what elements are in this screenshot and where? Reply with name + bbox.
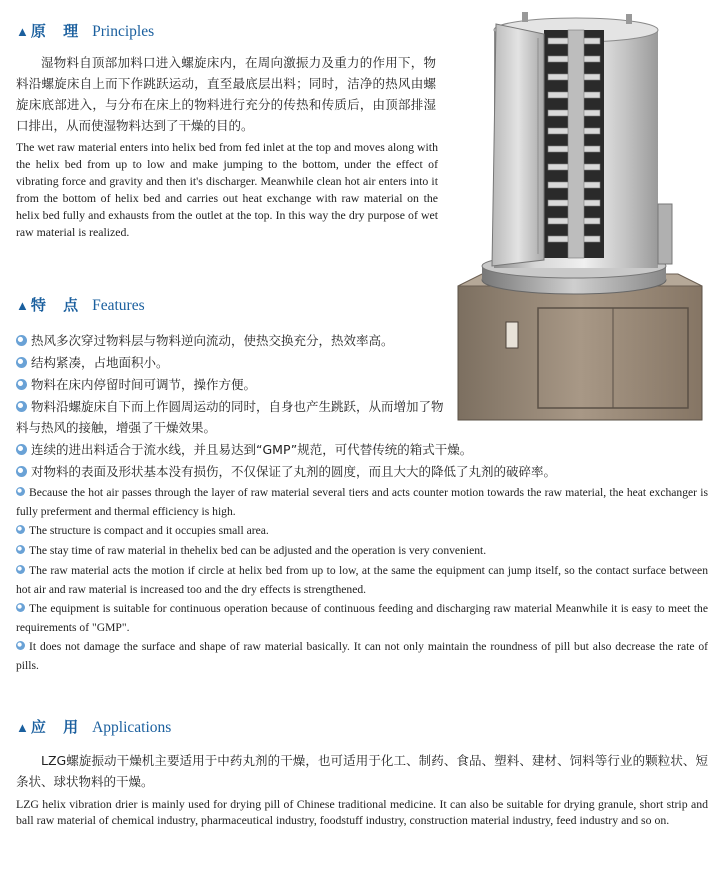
principles-heading	[16, 20, 154, 41]
applications-heading	[16, 716, 171, 737]
blue-circle-bullet-icon	[16, 379, 27, 390]
feature-item-cn: 物料沿螺旋床自下而上作圆周运动的同时，自身也产生跳跃，从而增加了物料与热风的接触，增强了干燥效果。	[16, 399, 444, 435]
feature-item-cn: 热风多次穿过物料层与物料逆向流动，使热交换充分，热效率高。	[16, 330, 446, 351]
principles-text-en: The wet raw material enters into helix bed from fed inlet at the top and moves along with the helix bed from up to low and make jumping to the bottom, under the effect of vibrating force and gravity and then it's discharger. Meanwhile clean hot air enters into it from the bottom of helix bed and carries out heat exchange with raw material on the helix bed fully and exhausts from the outlet at the top. In this way the dry purpose of wet raw material is realized.	[16, 140, 438, 239]
triangle-icon: ▲	[16, 24, 29, 39]
features-heading-en: Features	[92, 297, 145, 314]
blue-circle-bullet-icon	[16, 335, 27, 346]
principles-text-cn: 湿物料自顶部加料口进入螺旋床内，在周向激振力及重力的作用下，物料沿螺旋床自上而下作跳跃运动，直至最底层出料；同时，洁净的热风由螺旋床底部进入，与分布在床上的物料进行充分的传热和传质后，由顶部排湿口排出，从而使湿物料达到了干燥的目的。	[16, 55, 436, 133]
helix-vibration-drier-image	[452, 4, 708, 424]
blue-circle-bullet-icon	[16, 444, 27, 455]
triangle-icon: ▲	[16, 298, 29, 313]
features-heading-cn: 特 点	[30, 296, 85, 314]
blue-circle-bullet-icon	[16, 565, 25, 574]
applications-heading-en: Applications	[92, 719, 172, 736]
applications-heading-cn: 应 用	[30, 718, 85, 736]
blue-circle-bullet-icon	[16, 401, 27, 412]
blue-circle-bullet-icon	[16, 357, 27, 368]
applications-text-cn: LZG螺旋振动干燥机主要适用于中药丸剂的干燥，也可适用于化工、制药、食品、塑料、建材、饲料等行业的颗粒状、短条状、球状物料的干燥。	[16, 753, 708, 789]
feature-item-en: Because the hot air passes through the layer of raw material several tiers and acts counter motion towards the raw material, the heat exchanger is fully preferment and thermal efficiency is high.	[16, 486, 708, 518]
applications-text-en: LZG helix vibration drier is mainly used for drying pill of Chinese traditional medicine. It can also be suitable for drying granule, short strip and ball raw material of chemical industry, pharmaceutical industry, foodstuff industry, construction material industry, feed industry and so on.	[16, 797, 708, 827]
triangle-icon: ▲	[16, 720, 29, 735]
blue-circle-bullet-icon	[16, 603, 25, 612]
blue-circle-bullet-icon	[16, 466, 27, 477]
principles-heading-en: Principles	[92, 23, 155, 40]
blue-circle-bullet-icon	[16, 545, 25, 554]
feature-item-cn: 对物料的表面及形状基本没有损伤，不仅保证了丸剂的圆度，而且大大的降低了丸剂的破碎率。	[16, 461, 708, 482]
blue-circle-bullet-icon	[16, 525, 25, 534]
feature-item-cn: 结构紧凑，占地面积小。	[16, 352, 446, 373]
feature-item-cn: 物料在床内停留时间可调节，操作方便。	[16, 374, 446, 395]
feature-item-en: The stay time of raw material in thehelix bed can be adjusted and the operation is very convenient.	[16, 541, 708, 560]
feature-item-en: The equipment is suitable for continuous operation because of continuous feeding and discharging raw material Meanwhile it is easy to meet the requirements of "GMP".	[16, 602, 708, 634]
feature-item-en: It does not damage the surface and shape of raw material basically. It can not only maintain the roundness of pill but also decrease the rate of pills.	[16, 640, 708, 672]
feature-item-en: The raw material acts the motion if circle at helix bed from up to low, at the same the equipment can jump itself, so the contact surface between hot air and raw material is increased too and the dry effects is strengthened.	[16, 564, 708, 596]
principles-heading-cn: 原 理	[30, 22, 85, 40]
blue-circle-bullet-icon	[16, 641, 25, 650]
feature-item-cn: 连续的进出料适合于流水线，并且易达到“GMP”规范，可代替传统的箱式干燥。	[16, 439, 708, 460]
features-heading	[16, 294, 145, 315]
blue-circle-bullet-icon	[16, 487, 25, 496]
feature-item-en: The structure is compact and it occupies small area.	[16, 521, 708, 540]
